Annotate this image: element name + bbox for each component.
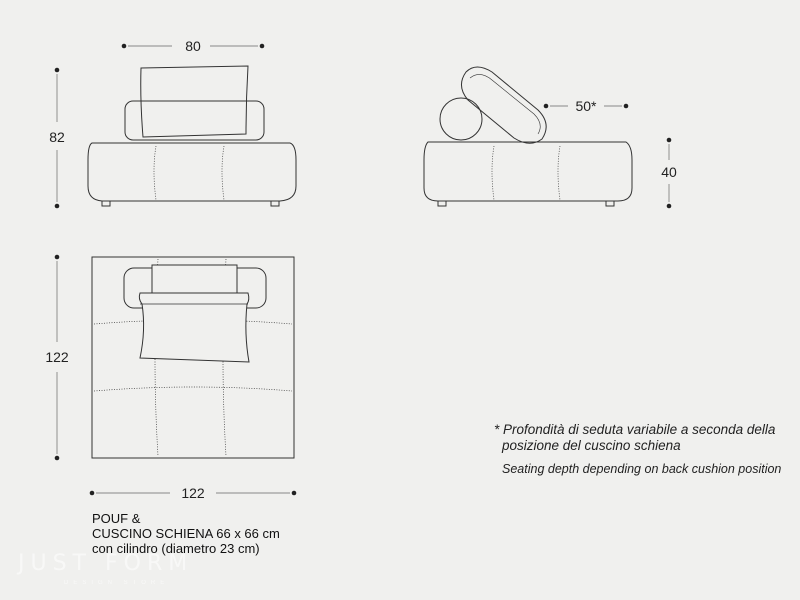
- caption-line-2: CUSCINO SCHIENA 66 x 66 cm: [92, 526, 280, 541]
- front-view: [88, 66, 296, 206]
- front-height-label: 82: [49, 129, 65, 145]
- front-pouf-seam-2: [222, 146, 224, 200]
- caption-line-1: POUF &: [92, 511, 141, 526]
- plan-back-cushion: [139, 293, 249, 362]
- plan-cushion-back: [152, 265, 237, 297]
- side-pouf-seam-2: [558, 146, 560, 200]
- side-foot-right: [606, 201, 614, 206]
- plan-depth-label: 122: [45, 349, 69, 365]
- front-width-label: 80: [185, 38, 201, 54]
- side-view: [424, 67, 632, 206]
- plan-width-label: 122: [181, 485, 205, 501]
- plan-seam-h2: [94, 387, 292, 391]
- front-foot-right: [271, 201, 279, 206]
- side-height-label: 40: [661, 164, 677, 180]
- front-pouf-base: [88, 143, 296, 201]
- side-depth-label: 50*: [575, 98, 597, 114]
- side-foot-left: [438, 201, 446, 206]
- side-cylinder: [440, 98, 482, 140]
- side-pouf-seam-1: [492, 146, 494, 200]
- caption-line-3: con cilindro (diametro 23 cm): [92, 541, 260, 556]
- side-pouf-base: [424, 142, 632, 201]
- product-caption: [92, 511, 280, 556]
- depth-note-italian: * Profondità di seduta variabile a seconda della posizione del cuscino schiena: [494, 422, 776, 453]
- depth-note-english: Seating depth depending on back cushion position: [502, 462, 782, 476]
- side-back-cushion: [461, 67, 546, 143]
- front-foot-left: [102, 201, 110, 206]
- brand-watermark: JUST FORM: [18, 551, 194, 576]
- plan-view: [92, 257, 294, 458]
- brand-watermark-tagline: DESIGN STORE: [64, 580, 170, 586]
- front-pouf-seam-1: [154, 146, 156, 200]
- depth-note: [494, 422, 784, 477]
